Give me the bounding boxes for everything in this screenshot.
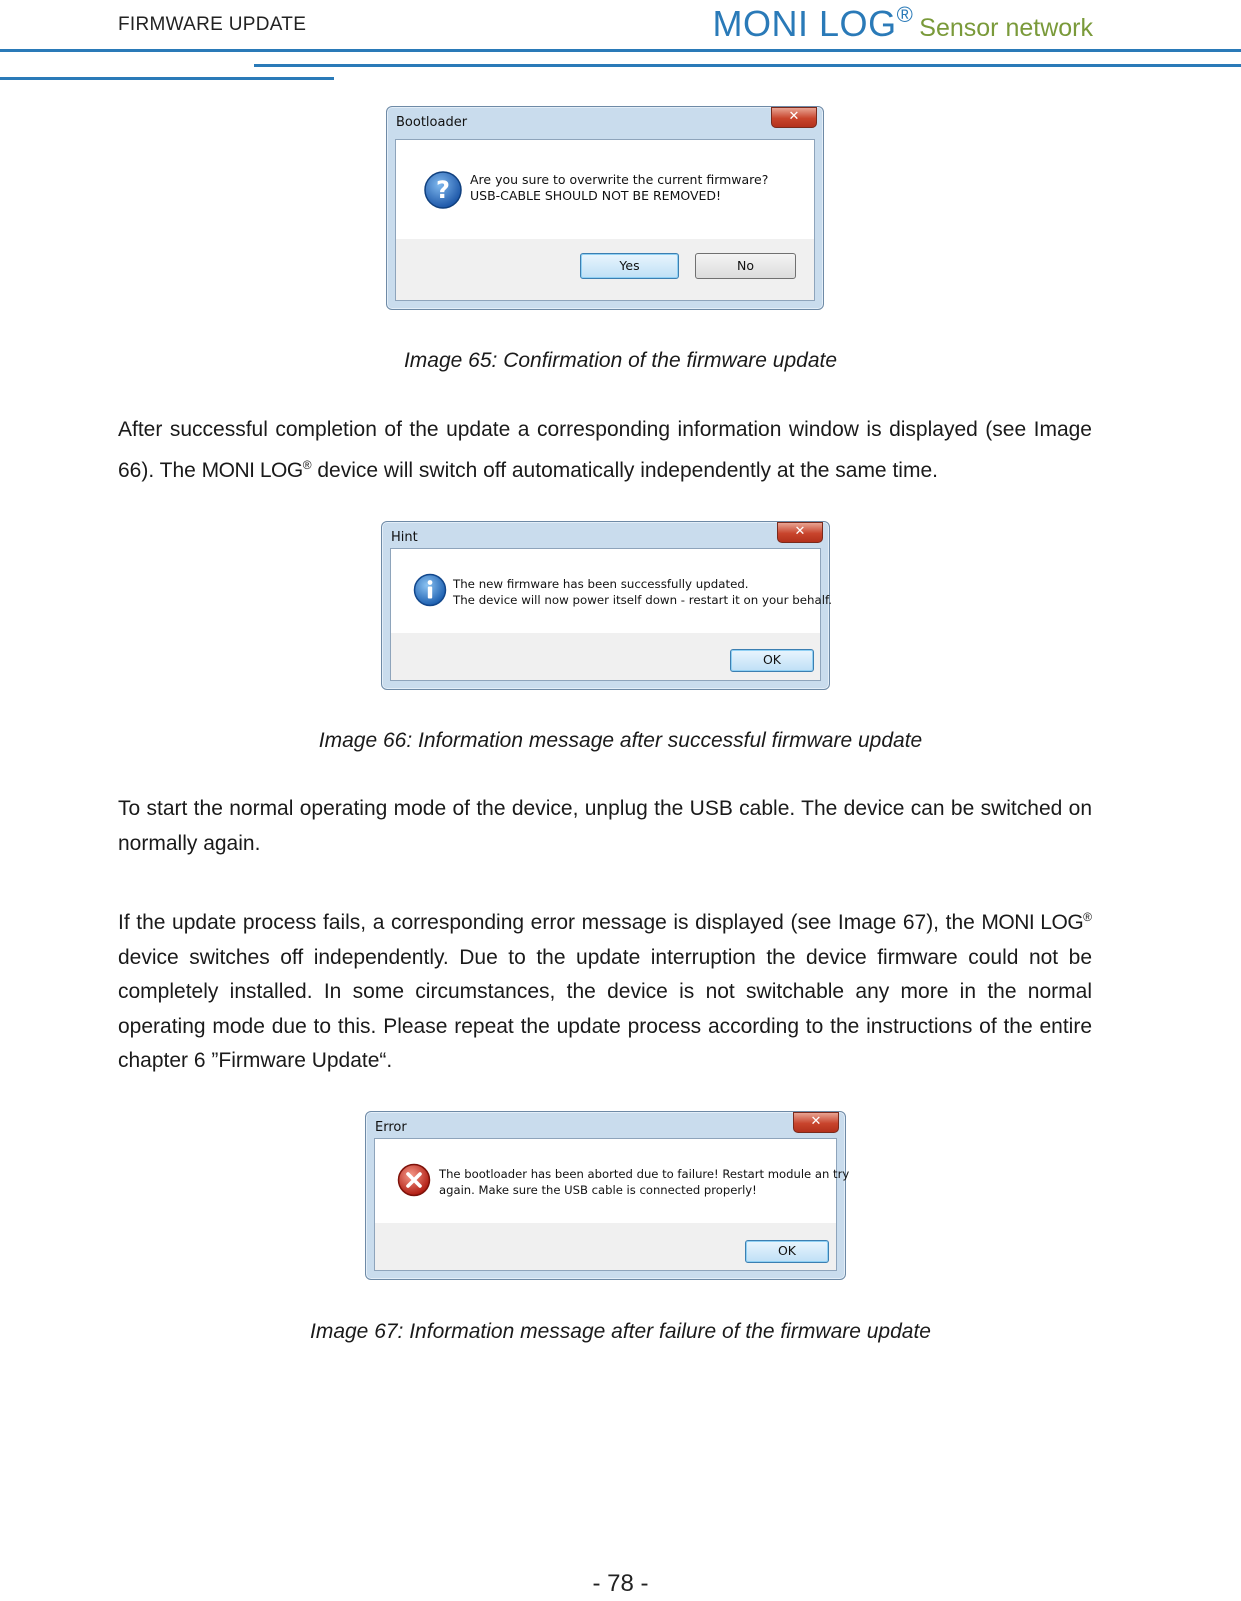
message-line-2: USB-CABLE SHOULD NOT BE REMOVED!	[470, 188, 722, 203]
brand-tagline: Sensor network	[919, 14, 1093, 42]
close-icon: ✕	[788, 109, 800, 124]
message-line-2: The device will now power itself down - restart it on your behalf.	[453, 593, 833, 607]
paragraph-normal-mode: To start the normal operating mode of the device, unplug the USB cable. The device can be switched on normally again.	[118, 797, 1092, 855]
svg-text:?: ?	[436, 176, 450, 204]
yes-button[interactable]: Yes	[580, 253, 679, 279]
message-line-2: again. Make sure the USB cable is connected properly!	[439, 1183, 757, 1197]
dialog-message-area	[391, 549, 833, 633]
dialog-message	[439, 1166, 849, 1198]
caption-image-66: Image 66: Information message after successful firmware update	[318, 729, 923, 752]
brand-inline: MONI LOG	[201, 458, 303, 482]
dialog-client	[395, 139, 815, 301]
header-rule-secondary	[254, 64, 1241, 67]
close-icon: ✕	[794, 524, 806, 539]
brand-name: MONI LOG®	[712, 2, 914, 44]
message-line-1: Are you sure to overwrite the current firmware?	[470, 172, 769, 187]
error-icon	[397, 1163, 431, 1197]
header-rule	[0, 49, 1241, 52]
hint-dialog	[381, 521, 833, 690]
dialog-title: Bootloader	[396, 115, 468, 130]
message-line-1: The bootloader has been aborted due to failure! Restart module an try	[439, 1167, 850, 1181]
paragraph-failure: If the update process fails, a corresponding error message is displayed (see Image 67), the MONI LOG® device switches off independently. Due to the update interruption the device firmware could not be completely installed. In some circumstances, the device is not switchable any more in the normal operating mode due to this. Please repeat the update process according to the instructions of the entire chapter 6 ”Firmware Update“.	[118, 910, 1092, 1072]
question-icon	[423, 170, 463, 210]
brand-header	[713, 2, 1093, 45]
dialog-title: Error	[375, 1120, 407, 1135]
brand-inline: MONI LOG	[981, 911, 1084, 934]
paragraph-completion: After successful completion of the update a corresponding information window is displayed (see Image 66). The MONI LOG® device will switch off automatically independently at the same time.	[118, 418, 1092, 482]
section-header: FIRMWARE UPDATE	[118, 14, 307, 35]
error-dialog	[365, 1111, 850, 1280]
caption-image-65: Image 65: Confirmation of the firmware update	[403, 349, 838, 372]
message-line-1: The new firmware has been successfully updated.	[453, 577, 749, 591]
dialog-title: Hint	[391, 530, 418, 545]
dialog-message-area	[375, 1139, 850, 1223]
dialog-message	[453, 576, 832, 608]
ok-button[interactable]: OK	[745, 1240, 829, 1263]
close-button[interactable]	[771, 107, 817, 128]
caption-image-67: Image 67: Information message after failure of the firmware update	[310, 1320, 931, 1343]
dialog-message-area	[396, 140, 814, 239]
close-button[interactable]	[793, 1112, 839, 1133]
dialog-client	[374, 1138, 850, 1271]
dialog-client	[390, 548, 833, 681]
close-icon: ✕	[810, 1114, 822, 1129]
info-icon	[413, 573, 447, 607]
page-number: - 78 -	[592, 1570, 649, 1597]
ok-button[interactable]: OK	[730, 649, 814, 672]
no-button[interactable]: No	[695, 253, 796, 279]
header-rule-accent	[0, 77, 334, 80]
dialog-message	[470, 172, 768, 204]
close-button[interactable]	[777, 522, 823, 543]
bootloader-confirm-dialog	[386, 106, 824, 310]
